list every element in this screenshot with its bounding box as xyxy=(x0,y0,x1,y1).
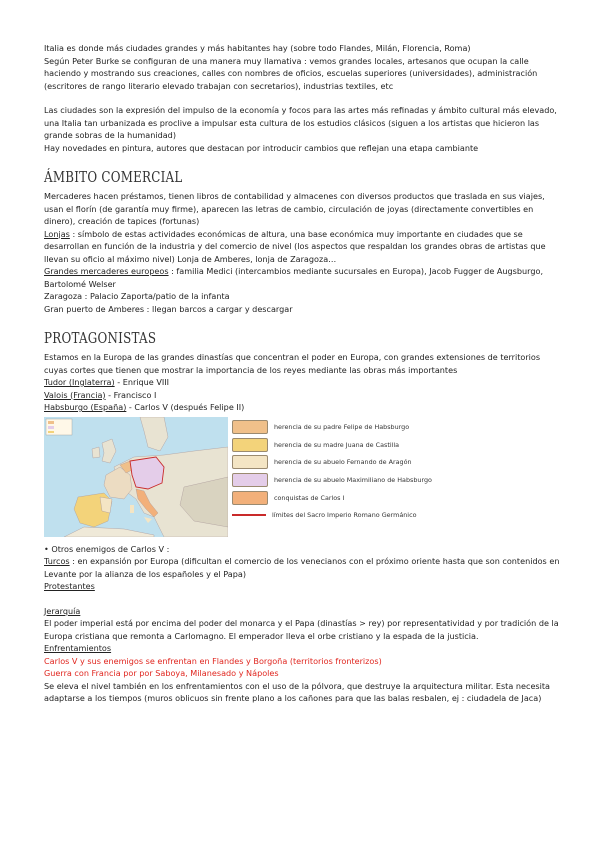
tudor-line xyxy=(44,376,564,389)
legend-label: límites del Sacro Imperio Romano Germánico xyxy=(272,511,417,520)
legend-item xyxy=(232,454,432,472)
document-page xyxy=(44,42,564,705)
habsburgo-label: Habsburgo (España) xyxy=(44,402,127,412)
mercaderes-paragraph xyxy=(44,265,564,290)
mercaderes-label: Grandes mercaderes europeos xyxy=(44,266,169,276)
intro-paragraph-4: Hay novedades en pintura, autores que destacan por introducir cambios que reflejan una etapa cambiante xyxy=(44,142,479,153)
enemigos-title: • Otros enemigos de Carlos V : xyxy=(44,543,170,554)
legend-label: herencia de su abuelo Fernando de Aragón xyxy=(274,458,412,467)
turcos-text: : en expansión por Europa (dificultan el comercio de los venecianos con el próximo oriente hasta que son contenidos en Levante por la alianza de los españoles y el Papa) xyxy=(44,556,560,579)
lonjas-paragraph xyxy=(44,228,564,266)
map-figure xyxy=(44,417,564,539)
legend-item xyxy=(232,471,432,489)
intro-paragraph-2: Según Peter Burke se configuran de una manera muy llamativa : vemos grandes locales, artesanos que ocupan la calle haciendo y mostrando sus creaciones, calles con nombres de oficios, escuelas superiores (universidades), administración (escritores de rango literario elevado trabajan con secretarios), industrias textiles, etc xyxy=(44,55,538,91)
legend-line xyxy=(232,514,266,516)
legend-label: herencia de su madre Juana de Castilla xyxy=(274,440,400,449)
legend-swatch xyxy=(232,473,268,487)
zaragoza-line: Zaragoza : Palacio Zaporta/patio de la infanta xyxy=(44,291,230,301)
intro-paragraph-1: Italia es donde más ciudades grandes y más habitantes hay (sobre todo Flandes, Milán, Florencia, Roma) xyxy=(44,43,471,53)
legend-item xyxy=(232,489,432,507)
legend-label: conquistas de Carlos I xyxy=(274,493,345,502)
legend-swatch xyxy=(232,491,268,505)
comercial-paragraph: Mercaderes hacen préstamos, tienen libros de contabilidad y almacenes con diversos productos que traslada en sus viajes, usan el florín (de garantía muy firme), aparecen las letras de cambio, circulación de joyas (directamente convertibles en dinero), creación de tapices (fortunas) xyxy=(44,191,545,226)
tudor-label: Tudor (Inglaterra) xyxy=(44,377,115,387)
turcos-label: Turcos xyxy=(44,556,70,566)
valois-text: - Francisco I xyxy=(105,389,157,400)
valois-line xyxy=(44,389,564,402)
habsburgo-line xyxy=(44,401,564,414)
valois-label: Valois (Francia) xyxy=(44,389,106,400)
turcos-paragraph xyxy=(44,555,564,580)
legend-label: herencia de su padre Felipe de Habsburgo xyxy=(274,423,410,432)
red-line-1: Carlos V y sus enemigos se enfrentan en Flandes y Borgoña (territorios fronterizos) xyxy=(44,655,382,666)
legend-item xyxy=(232,506,432,524)
map-legend xyxy=(232,419,432,525)
habsburgo-text: - Carlos V (después Felipe II) xyxy=(126,402,245,412)
mercaderes-text: : familia Medici (intercambios mediante sucursales en Europa), Jacob Fugger de Augsburgo, Bartolomé Welser xyxy=(44,266,544,289)
legend-swatch xyxy=(232,420,268,434)
section-title-comercial: ÁMBITO COMERCIAL xyxy=(44,170,183,186)
lonjas-text: : símbolo de estas actividades económicas de altura, una base económica muy importante en ciudades que se desarrollan en función de la industria y del comercio de nivel (los aspectos que respaldan los grandes obras de artistas que llevan su oficio al máximo nivel) Lonja de Amberes, lonja de Zaragoza… xyxy=(44,228,546,264)
europe-map-image xyxy=(44,417,228,537)
protestantes-text: Protestantes xyxy=(44,581,95,591)
legend-label: herencia de su abuelo Maximiliano de Habsburgo xyxy=(274,476,432,485)
red-line-2: Guerra con Francia por por Saboya, Milanesado y Nápoles xyxy=(44,668,279,678)
amberes-line: Gran puerto de Amberes : llegan barcos a cargar y descargar xyxy=(44,303,293,314)
legend-item xyxy=(232,436,432,454)
legend-swatch xyxy=(232,438,268,452)
tudor-text: - Enrique VIII xyxy=(114,377,170,387)
protagonistas-paragraph: Estamos en la Europa de las grandes dinastías que concentran el poder en Europa, con grandes extensiones de territorios cuyas cortes que tienen que mostrar la importancia de los reyes mediante las obras más importantes xyxy=(44,352,541,375)
final-paragraph: Se eleva el nivel también en los enfrentamientos con el uso de la pólvora, que destruye la arquitectura militar. Esta necesita adaptarse a los tiempos (muros oblicuos sin frente plano a los cañones para que las balas resbalen, ej : ciudadela de Jaca) xyxy=(44,680,551,703)
protestantes-label xyxy=(44,580,564,593)
lonjas-label: Lonjas xyxy=(44,228,70,239)
jerarquia-label xyxy=(44,605,564,618)
legend-swatch xyxy=(232,455,268,469)
jerarquia-paragraph: El poder imperial está por encima del poder del monarca y el Papa (dinastías > rey) por representatividad y por tradición de la Europa cristiana que remonta a Carlomagno. El emperador lleva el orbe cristiano y la espada de la justicia. xyxy=(44,618,559,641)
intro-paragraph-3: Las ciudades son la expresión del impulso de la economía y focos para las artes más refinadas y ámbito cultural más elevado, una Italia tan urbanizada es proclive a impulsar esta cultura de los estudios clásicos (siguen a los artistas que hicieron las grande sobras de la humanidad) xyxy=(44,105,557,140)
enfrentamientos-label xyxy=(44,642,564,655)
legend-item xyxy=(232,419,432,437)
section-title-protagonistas: PROTAGONISTAS xyxy=(44,331,157,347)
enfrentamientos-text: Enfrentamientos xyxy=(44,643,112,653)
jerarquia-text: Jerarquía xyxy=(44,605,81,616)
